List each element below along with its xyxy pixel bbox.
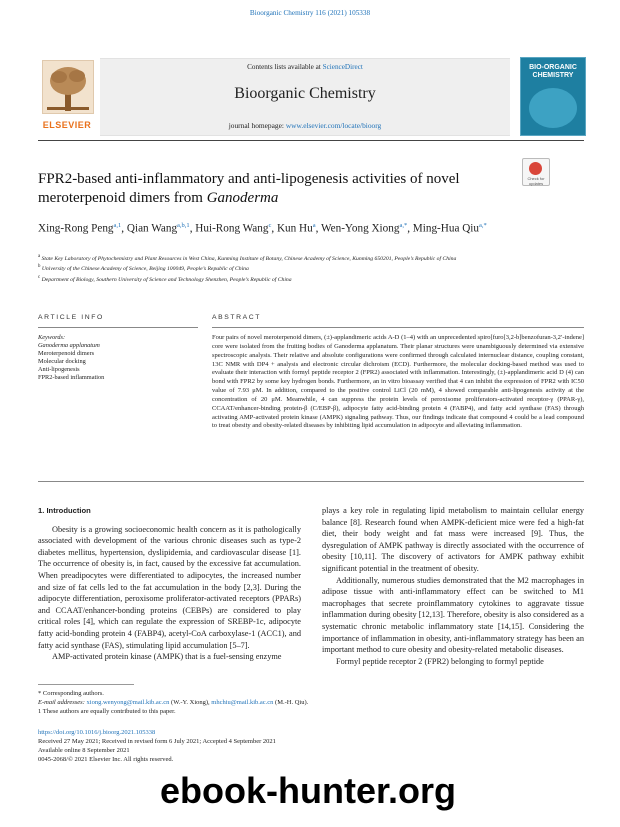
- body-paragraph: AMP-activated protein kinase (AMPK) that is a fuel-sensing enzyme: [52, 652, 282, 662]
- author-affiliation-marker[interactable]: a: [312, 222, 316, 229]
- abstract-text: Four pairs of novel meroterpenoid dimers, (±)-applandimeric acids A-D (1–4) with an unprecedented spiro[furo[3,2-b]benzofuran-3,2′-indene] core were isolated from the fruiting bodies of Ganoderma applanatum. Their planar structures were unambiguously determined via extensive spectroscopic analysis. Their relative and absolute configurations were confirmed through calculated internuclear distance, coupling constant, 13C NMR with DP4 + analysis and electronic circular dichroism (ECD). Furthermore, the molecular docking-based method was used to evaluate their interaction with formyl peptide receptor 2 (FPR2) associated with inflammation. Interestingly, (±)-applandimeric acid D (4) can bond with FPR2 by some key hydrogen bonds. Furthermore, an in vitro bioassay verified that 4 can inhibit the expression of FPR2 with IC50 value of 7.93 μM. In addition, compared to the positive control LiCl (20 mM), 4 showed comparable anti-lipogenesis activity at the concentration of 20 μM. Meanwhile, 4 can suppress the protein levels of peroxisome proliferators-activated receptor-γ (PPAR-γ), CCAAT/enhancer-binding protein-β (C/EBP-β), adipocyte fatty acid-binding protein 4 (FABP4), and fatty acid synthase (FAS) through activating AMP-activated protein kinase (AMPK) signaling pathway. Thus, our findings indicate that compound 4 could be a lead compound to treat obesity and obesity-related diseases by inhibiting lipid accumulation in adipocyte and alleviating inflammation.: [212, 334, 584, 430]
- keyword-item: Meroterpenoid dimers: [38, 350, 95, 357]
- homepage-prefix: journal homepage:: [228, 121, 284, 130]
- keyword-item: Molecular docking: [38, 358, 86, 365]
- affiliation-item: [38, 253, 548, 263]
- author-separator: ,: [407, 222, 413, 235]
- abstract-label: ABSTRACT: [212, 314, 262, 321]
- author-name[interactable]: Wen-Yong Xiong: [320, 222, 400, 235]
- keyword-item: FPR2-based inflammation: [38, 374, 105, 381]
- header-divider: [38, 140, 584, 141]
- elsevier-tree-icon: [42, 60, 94, 114]
- author-separator: ,: [271, 222, 277, 235]
- body-column-right: [322, 505, 584, 667]
- affiliation-list: [38, 253, 548, 284]
- article-info-label: ARTICLE INFO: [38, 314, 104, 321]
- journal-header: [38, 58, 584, 134]
- body-paragraph: plays a key role in regulating lipid metabolism to maintain cellular energy balance [8]. Research found when AMPK-deficient mice were fed a high-fat diet, their body weight and fat mass were increased [9]. Thus, the dysregulation of AMPK pathway is directly associated with the occurrence of obesity [10,11]. The discovery of activators for AMPK pathway exhibit significant potential in the treatment of obesity.: [322, 506, 584, 573]
- keyword-item: Ganoderma applanatum: [38, 342, 100, 349]
- author-name[interactable]: Hui-Rong Wang: [195, 222, 269, 235]
- email-prefix: E-mail addresses:: [38, 699, 85, 706]
- check-updates-label: Check for updates: [527, 176, 545, 186]
- journal-cover-image[interactable]: [520, 57, 586, 136]
- email-name-qiu: (M.-H. Qiu).: [275, 699, 309, 706]
- author-list: [38, 218, 558, 237]
- affiliation-text: University of the Chinese Academy of Science, Beijing 100049, People’s Republic of China: [41, 266, 249, 273]
- abstract-bottom-divider: [38, 481, 584, 482]
- keyword-item: Anti-lipogenesis: [38, 366, 80, 373]
- author-name[interactable]: Qian Wang: [126, 222, 178, 235]
- author-affiliation-marker[interactable]: a,1: [113, 222, 122, 229]
- affiliation-marker: c: [38, 274, 41, 280]
- affiliation-text: State Key Laboratory of Phytochemistry and Plant Resources in West China, Kunming Institute of Botany, Chinese Academy of Science, Kunming 650201, People’s Republic of China: [41, 255, 457, 262]
- affiliation-marker: a: [38, 254, 41, 259]
- author-affiliation-marker[interactable]: a,*: [399, 222, 408, 229]
- author-name[interactable]: Ming-Hua Qiu: [412, 222, 479, 235]
- abstract-divider: [212, 327, 584, 328]
- copyright-line: 0045-2068/© 2021 Elsevier Inc. All rights reserved.: [38, 756, 174, 763]
- journal-header-box: [100, 58, 510, 136]
- body-column-left: [38, 505, 301, 663]
- article-title: [38, 170, 508, 208]
- keywords-title: Keywords:: [38, 334, 66, 341]
- journal-title: Bioorganic Chemistry: [234, 85, 376, 102]
- email-name-xiong: (W.-Y. Xiong),: [171, 699, 210, 706]
- equal-contribution-note: 1 These authors are equally contributed to this paper.: [38, 708, 176, 715]
- homepage-line: [100, 121, 510, 130]
- watermark-text: ebook-hunter.org: [160, 770, 456, 811]
- affiliation-item: [38, 263, 548, 273]
- cover-art: [529, 88, 577, 128]
- corresponding-note: * Corresponding authors.: [38, 690, 104, 697]
- footnote-divider: [38, 684, 134, 685]
- body-paragraph: Additionally, numerous studies demonstrated that the M2 macrophages in adipose tissue with anti-inflammatory effect can be switched to M1 macrophages that secrete proinflammatory cytokines to aggravate tissue inflammation during obesity [12,13]. Therefore, obesity is also considered as a systematic chronic metabolic inflammatory state [14,15]. Considering the importance of inflammation in obesity, anti-inflammatory strategy has been an important method to cure obesity and obesity-related metabolic diseases.: [322, 575, 584, 655]
- journal-homepage-link[interactable]: www.elsevier.com/locate/bioorg: [285, 121, 382, 130]
- author-affiliation-marker[interactable]: a,*: [478, 222, 487, 229]
- article-info-divider: [38, 327, 198, 328]
- keywords-block: [38, 334, 198, 382]
- affiliation-text: Department of Biology, Southern University of Science and Technology Shenzhen, People’s Republic of China: [41, 276, 292, 283]
- email-link-qiu[interactable]: mhchiu@mail.kib.ac.cn: [211, 699, 274, 706]
- article-title-main: FPR2-based anti-inflammatory and anti-lipogenesis activities of novel meroterpenoid dimers from: [38, 171, 460, 206]
- doi-link[interactable]: https://doi.org/10.1016/j.bioorg.2021.105338: [38, 729, 156, 736]
- cover-title: BIO-ORGANIC CHEMISTRY: [529, 64, 577, 79]
- article-title-genus: Ganoderma: [206, 190, 279, 206]
- footnotes: [38, 689, 584, 716]
- available-online: Available online 8 September 2021: [38, 747, 130, 754]
- check-for-updates-button[interactable]: [522, 158, 550, 186]
- email-link-xiong[interactable]: xiong.wenyong@mail.kib.ac.cn: [86, 699, 170, 706]
- received-dates: Received 27 May 2021; Received in revised form 6 July 2021; Accepted 4 September 2021: [38, 738, 276, 745]
- author-affiliation-marker[interactable]: c: [268, 222, 272, 229]
- affiliation-marker: b: [38, 264, 41, 270]
- author-separator: ,: [121, 222, 127, 235]
- elsevier-logo[interactable]: [38, 58, 96, 134]
- section-heading-introduction: 1. Introduction: [38, 506, 91, 515]
- doi-block: [38, 728, 584, 764]
- email-line: [38, 698, 584, 707]
- affiliation-item: [38, 274, 548, 284]
- author-name[interactable]: Kun Hu: [276, 222, 313, 235]
- author-separator: ,: [189, 222, 196, 235]
- check-updates-icon: [529, 162, 542, 175]
- body-paragraph: Obesity is a growing socioeconomic health concern as it is pathologically associated with development of the various chronic diseases such as type-2 diabetes mellitus, hypertension, dyslipidemia, and cardiovascular disease [1]. The occurrence of obesity is, in fact, caused by the excessive fat accumulation. When preadipocytes were differentiated to adipocytes, the increased number and size of fat cells led to the fat accumulation in the body [2,3]. During the adipocyte differentiation, peroxisome proliferator-activated receptors (PPARs) and CCAAT/enhancer-bonding proteins (CEBPs) are considered to play critical roles [4], which can regulate the expression of SREBP-1c, adipocyte fatty acid-bonding protein 4 (FABP4), acetyl-CoA carboxylase-1 (ACC1), and fatty acid synthase (FAS), stimulating lipid accumulation [5–7].: [38, 524, 301, 650]
- sciencedirect-link[interactable]: ScienceDirect: [322, 63, 363, 71]
- contents-line: [100, 63, 510, 71]
- contents-prefix: Contents lists available at: [247, 63, 321, 71]
- body-paragraph: Formyl peptide receptor 2 (FPR2) belonging to formyl peptide: [336, 656, 544, 666]
- author-separator: ,: [315, 222, 321, 235]
- journal-citation-link[interactable]: Bioorganic Chemistry 116 (2021) 105338: [249, 9, 371, 17]
- author-affiliation-marker[interactable]: a,b,1: [177, 222, 190, 229]
- author-name[interactable]: Xing-Rong Peng: [38, 222, 114, 235]
- publisher-name: ELSEVIER: [42, 120, 92, 130]
